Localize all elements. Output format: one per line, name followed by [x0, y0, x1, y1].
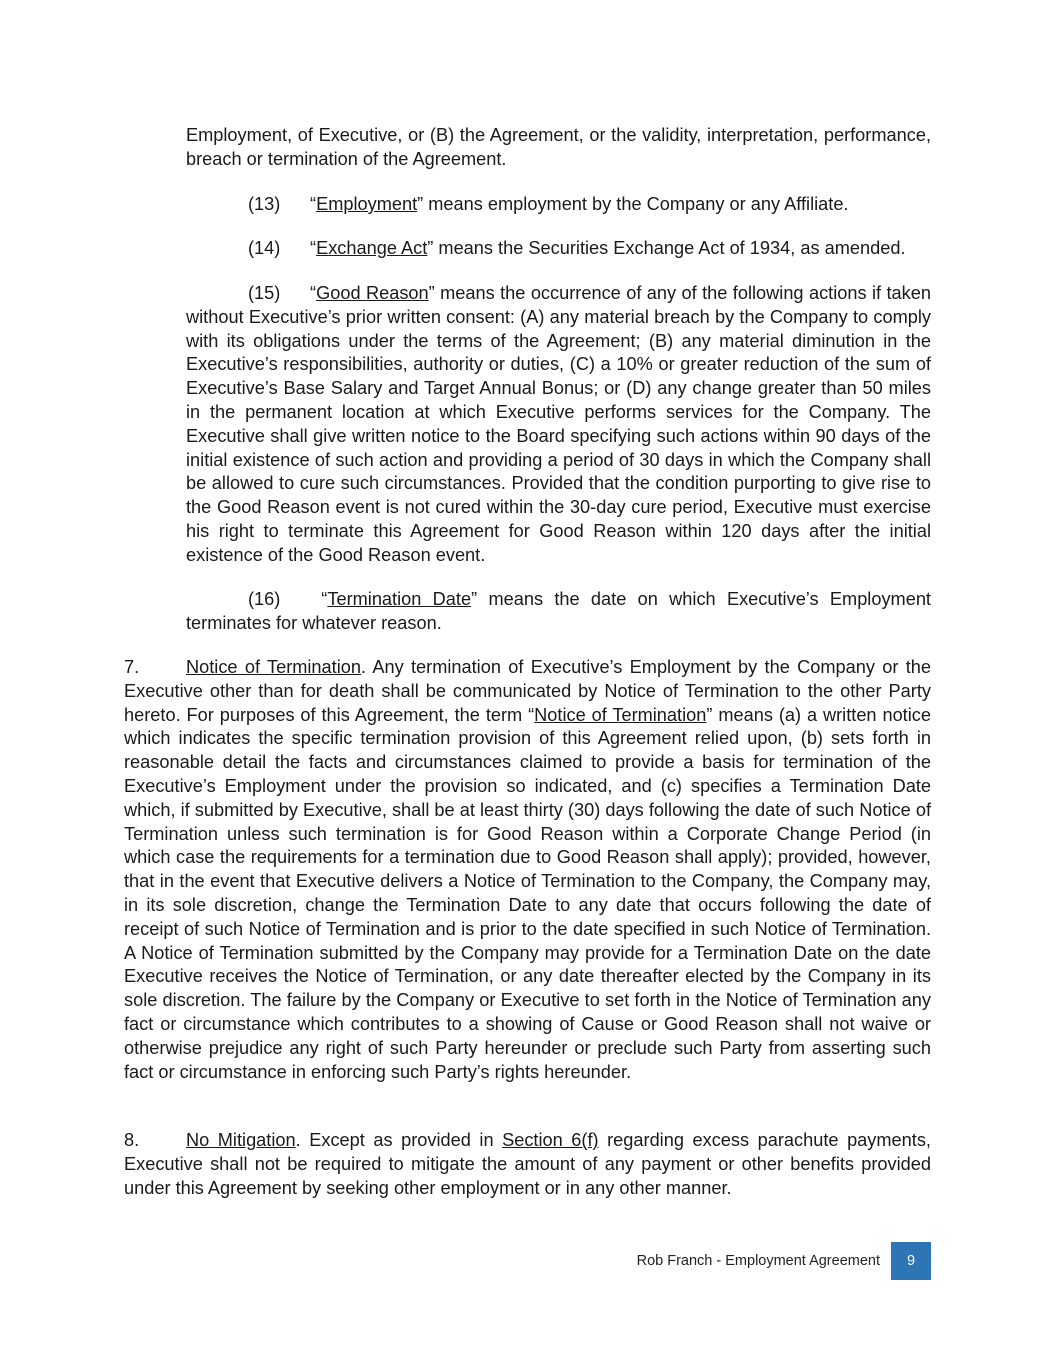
- definition-number: (14): [248, 238, 281, 258]
- definition-14: (14) “Exchange Act” means the Securities Exchange Act of 1934, as amended.: [186, 237, 931, 261]
- definition-number: (15): [248, 283, 281, 303]
- defined-term: Good Reason: [316, 283, 429, 303]
- defined-term: Exchange Act: [316, 238, 428, 258]
- section-number: 7.: [124, 657, 140, 677]
- section-heading: Notice of Termination: [186, 657, 361, 677]
- defined-term: Notice of Termination: [534, 704, 707, 725]
- section-reference: Section 6(f): [502, 1130, 599, 1150]
- section-heading: No Mitigation: [186, 1130, 296, 1150]
- definition-number: (13): [248, 194, 281, 214]
- page-number-badge: 9: [891, 1242, 931, 1280]
- definition-16: (16) “Termination Date” means the date on which Executive’s Employment terminates for whatever reason.: [186, 589, 931, 633]
- definition-13: (13) “Employment” means employment by the Company or any Affiliate.: [186, 193, 931, 217]
- defined-term: Employment: [316, 194, 418, 214]
- definition-12-continuation: Employment, of Executive, or (B) the Agreement, or the validity, interpretation, performance, breach or termination of the Agreement.: [186, 125, 931, 169]
- definition-number: (16): [248, 589, 281, 609]
- footer-label: Rob Franch - Employment Agreement: [636, 1253, 880, 1269]
- defined-term: Termination Date: [327, 589, 472, 609]
- definition-15: (15) “Good Reason” means the occurrence of any of the following actions if taken without Executive’s prior written consent: (A) any material breach by the Company to comply with its obligations under the terms of the Agreement; (B) any material diminution in the Executive’s responsibilities, authority or duties, (C) a 10% or greater reduction of the sum of Executive’s Base Salary and Target Annual Bonus; or (D) any change greater than 50 miles in the permanent location at which Executive performs services for the Company. The Executive shall give written notice to the Board specifying such actions within 90 days of the initial existence of such action and providing a period of 30 days in which the Company shall be allowed to cure such circumstances. Provided that the condition purporting to give rise to the Good Reason event is not cured within the 30-day cure period, Executive must exercise his right to terminate this Agreement for Good Reason within 120 days after the initial existence of the Good Reason event.: [186, 283, 931, 565]
- section-number: 8.: [124, 1130, 140, 1150]
- section-7: 7. Notice of Termination. Any termination of Executive’s Employment by the Company or the Executive other than for death shall be communicated by Notice of Termination to the other Party hereto. For purposes of this Agreement, the term “Notice of Termination” means (a) a written notice which indicates the specific termination provision of this Agreement relied upon, (b) sets forth in reasonable detail the facts and circumstances claimed to provide a basis for termination of the Executive’s Employment under the provision so indicated, and (c) specifies a Termination Date which, if submitted by Executive, shall be at least thirty (30) days following the date of such Notice of Termination unless such termination is for Good Reason within a Corporate Change Period (in which case the requirements for a termination due to Good Reason shall apply); provided, however, that in the event that Executive delivers a Notice of Termination to the Company, the Company may, in its sole discretion, change the Termination Date to any date that occurs following the date of receipt of such Notice of Termination and is prior to the date specified in such Notice of Termination. A Notice of Termination submitted by the Company may provide for a Termination Date on the date Executive receives the Notice of Termination, or any date thereafter elected by the Company in its sole discretion. The failure by the Company or Executive to set forth in the Notice of Termination any fact or circumstance which contributes to a showing of Cause or Good Reason shall not waive or otherwise prejudice any right of such Party hereunder or preclude such Party from asserting such fact or circumstance in enforcing such Party’s rights hereunder.: [124, 657, 931, 1082]
- section-8: 8. No Mitigation. Except as provided in Section 6(f) regarding excess parachute payments, Executive shall not be required to mitigate the amount of any payment or other benefits provided under this Agreement by seeking other employment or in any other manner.: [124, 1130, 931, 1198]
